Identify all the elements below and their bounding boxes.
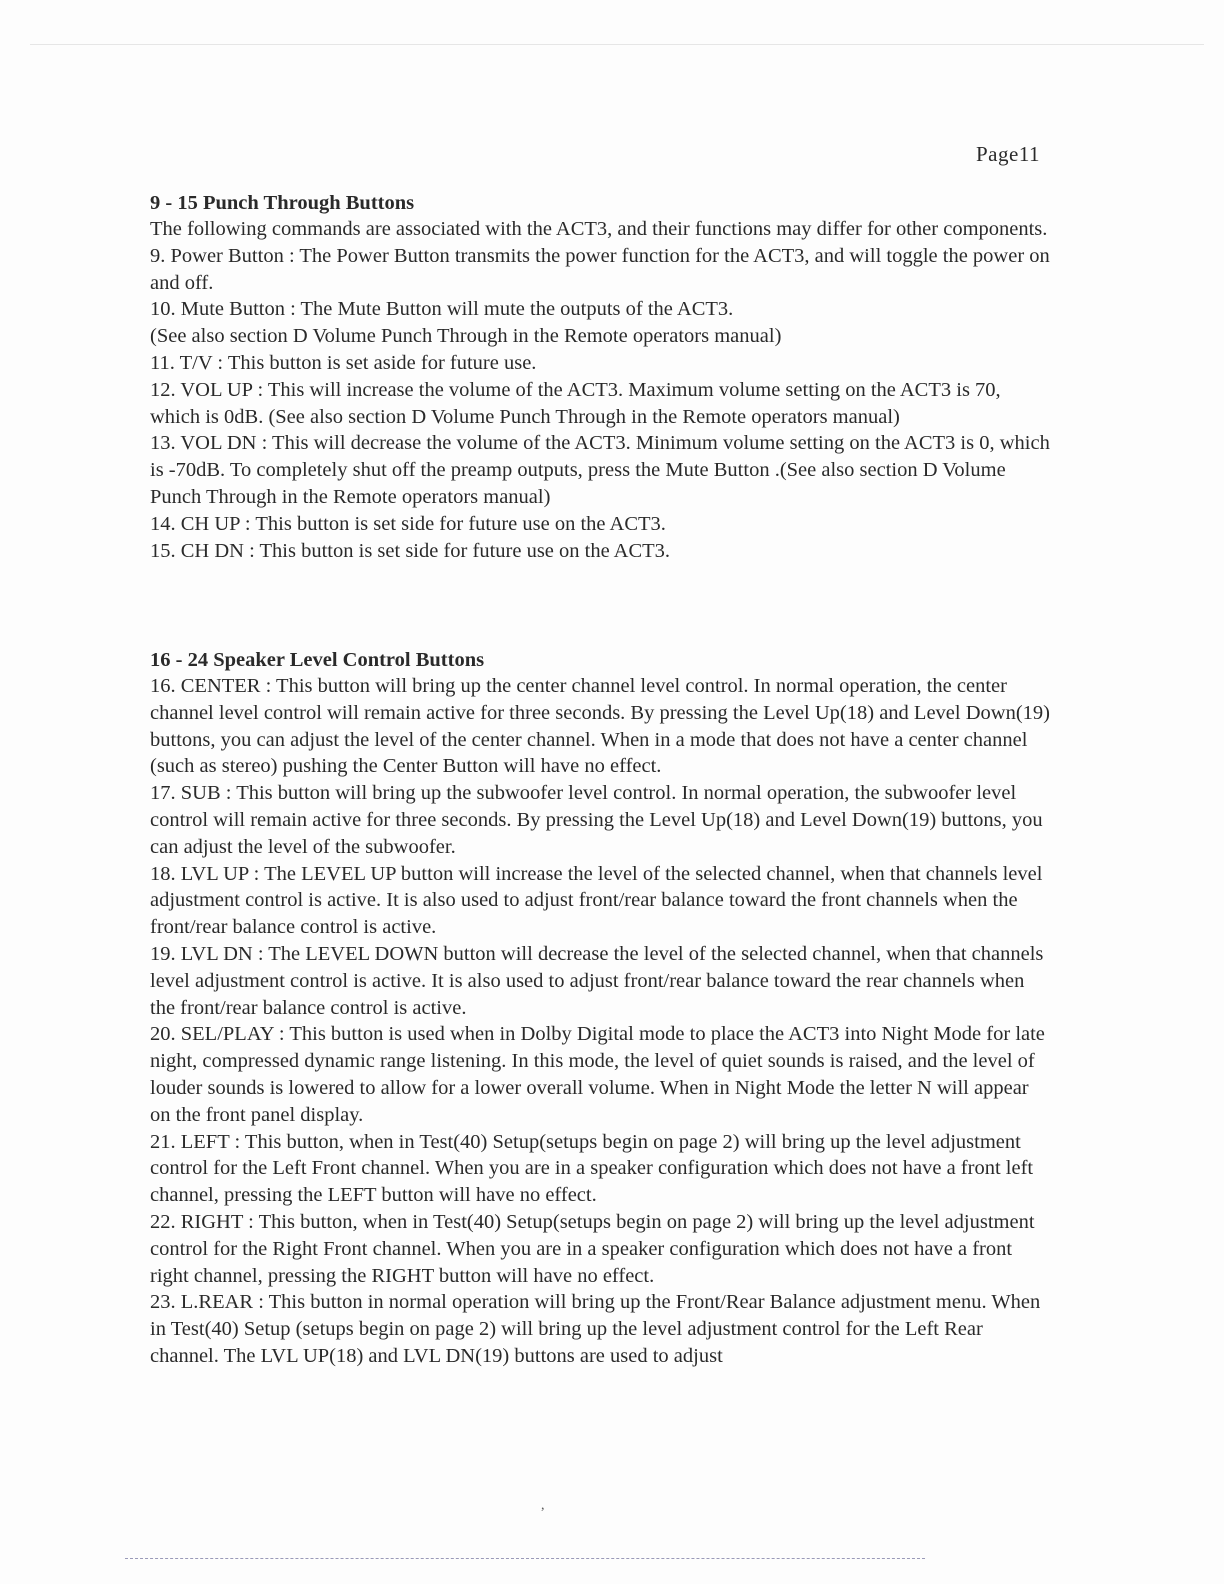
paragraph: 10. Mute Button : The Mute Button will mute the outputs of the ACT3. — [150, 298, 734, 321]
paragraph: 14. CH UP : This button is set side for future use on the ACT3. — [150, 512, 666, 535]
paragraph: 12. VOL UP : This will increase the volume of the ACT3. Maximum volume setting on the ACT3 is 70, which is 0dB. (See also section D Volume Punch Through in the Remote operators manual) — [150, 378, 1001, 428]
paragraph: 15. CH DN : This button is set side for future use on the ACT3. — [150, 539, 671, 562]
page-number: Page11 — [976, 142, 1041, 166]
section-punch-through-buttons — [150, 190, 1050, 564]
section-speaker-level-control-buttons — [150, 647, 1050, 1370]
paragraph: 21. LEFT : This button, when in Test(40) Setup(setups begin on page 2) will bring up the level adjustment control for the Left Front channel. When you are in a speaker configuration which does not have a front left channel, pressing the LEFT button will have no effect. — [150, 1130, 1034, 1207]
paragraph: 13. VOL DN : This will decrease the volume of the ACT3. Minimum volume setting on the ACT3 is 0, which is -70dB. To completely shut off the preamp outputs, press the Mute Button .(See also section D Volume Punch Through in the Remote operators manual) — [150, 432, 1050, 508]
section-heading: 9 - 15 Punch Through Buttons — [150, 192, 415, 214]
paragraph: 11. T/V : This button is set aside for future use. — [150, 351, 537, 374]
paragraph: 19. LVL DN : The LEVEL DOWN button will decrease the level of the selected channel, when that channels level adjustment control is active. It is also used to adjust front/rear balance toward the rear channels when the front/rear balance control is active. — [150, 942, 1044, 1019]
paragraph: 17. SUB : This button will bring up the subwoofer level control. In normal operation, the subwoofer level control will remain active for three seconds. By pressing the Level Up(18) and Level Down(19) buttons, you can adjust the level of the subwoofer. — [150, 782, 1043, 858]
paragraph: The following commands are associated with the ACT3, and their functions may differ for other components. — [150, 218, 1048, 240]
paragraph: 22. RIGHT : This button, when in Test(40) Setup(setups begin on page 2) will bring up the level adjustment control for the Right Front channel. When you are in a speaker configuration which does not have a front right channel, pressing the RIGHT button will have no effect. — [150, 1210, 1035, 1287]
paragraph: 9. Power Button : The Power Button transmits the power function for the ACT3, and will toggle the power on and off. — [150, 244, 1050, 294]
scan-speck: , — [541, 1498, 545, 1513]
scan-top-edge — [30, 44, 1204, 45]
paragraph: 18. LVL UP : The LEVEL UP button will increase the level of the selected channel, when that channels level adjustment control is active. It is also used to adjust front/rear balance toward the front channels when the front/rear balance control is active. — [150, 862, 1043, 939]
section-heading: 16 - 24 Speaker Level Control Buttons — [150, 649, 485, 671]
paragraph: 20. SEL/PLAY : This button is used when in Dolby Digital mode to place the ACT3 into Night Mode for late night, compressed dynamic range listening. In this mode, the level of quiet sounds is raised, and the level of louder sounds is lowered to allow for a lower overall volume. When in Night Mode the letter N will appear on the front panel display. — [150, 1023, 1045, 1126]
paragraph: (See also section D Volume Punch Through in the Remote operators manual) — [150, 325, 782, 348]
scan-bottom-artifact — [125, 1558, 925, 1560]
paragraph: 16. CENTER : This button will bring up the center channel level control. In normal operation, the center channel level control will remain active for three seconds. By pressing the Level Up(18) and Level Down(19) buttons, you can adjust the level of the center channel. When in a mode that does not have a center channel (such as stereo) pushing the Center Button will have no effect. — [150, 675, 1050, 778]
paragraph: 23. L.REAR : This button in normal operation will bring up the Front/Rear Balance adjustment menu. When in Test(40) Setup (setups begin on page 2) will bring up the level adjustment control for the Left Rear channel. The LVL UP(18) and LVL DN(19) buttons are used to adjust — [150, 1291, 1041, 1367]
